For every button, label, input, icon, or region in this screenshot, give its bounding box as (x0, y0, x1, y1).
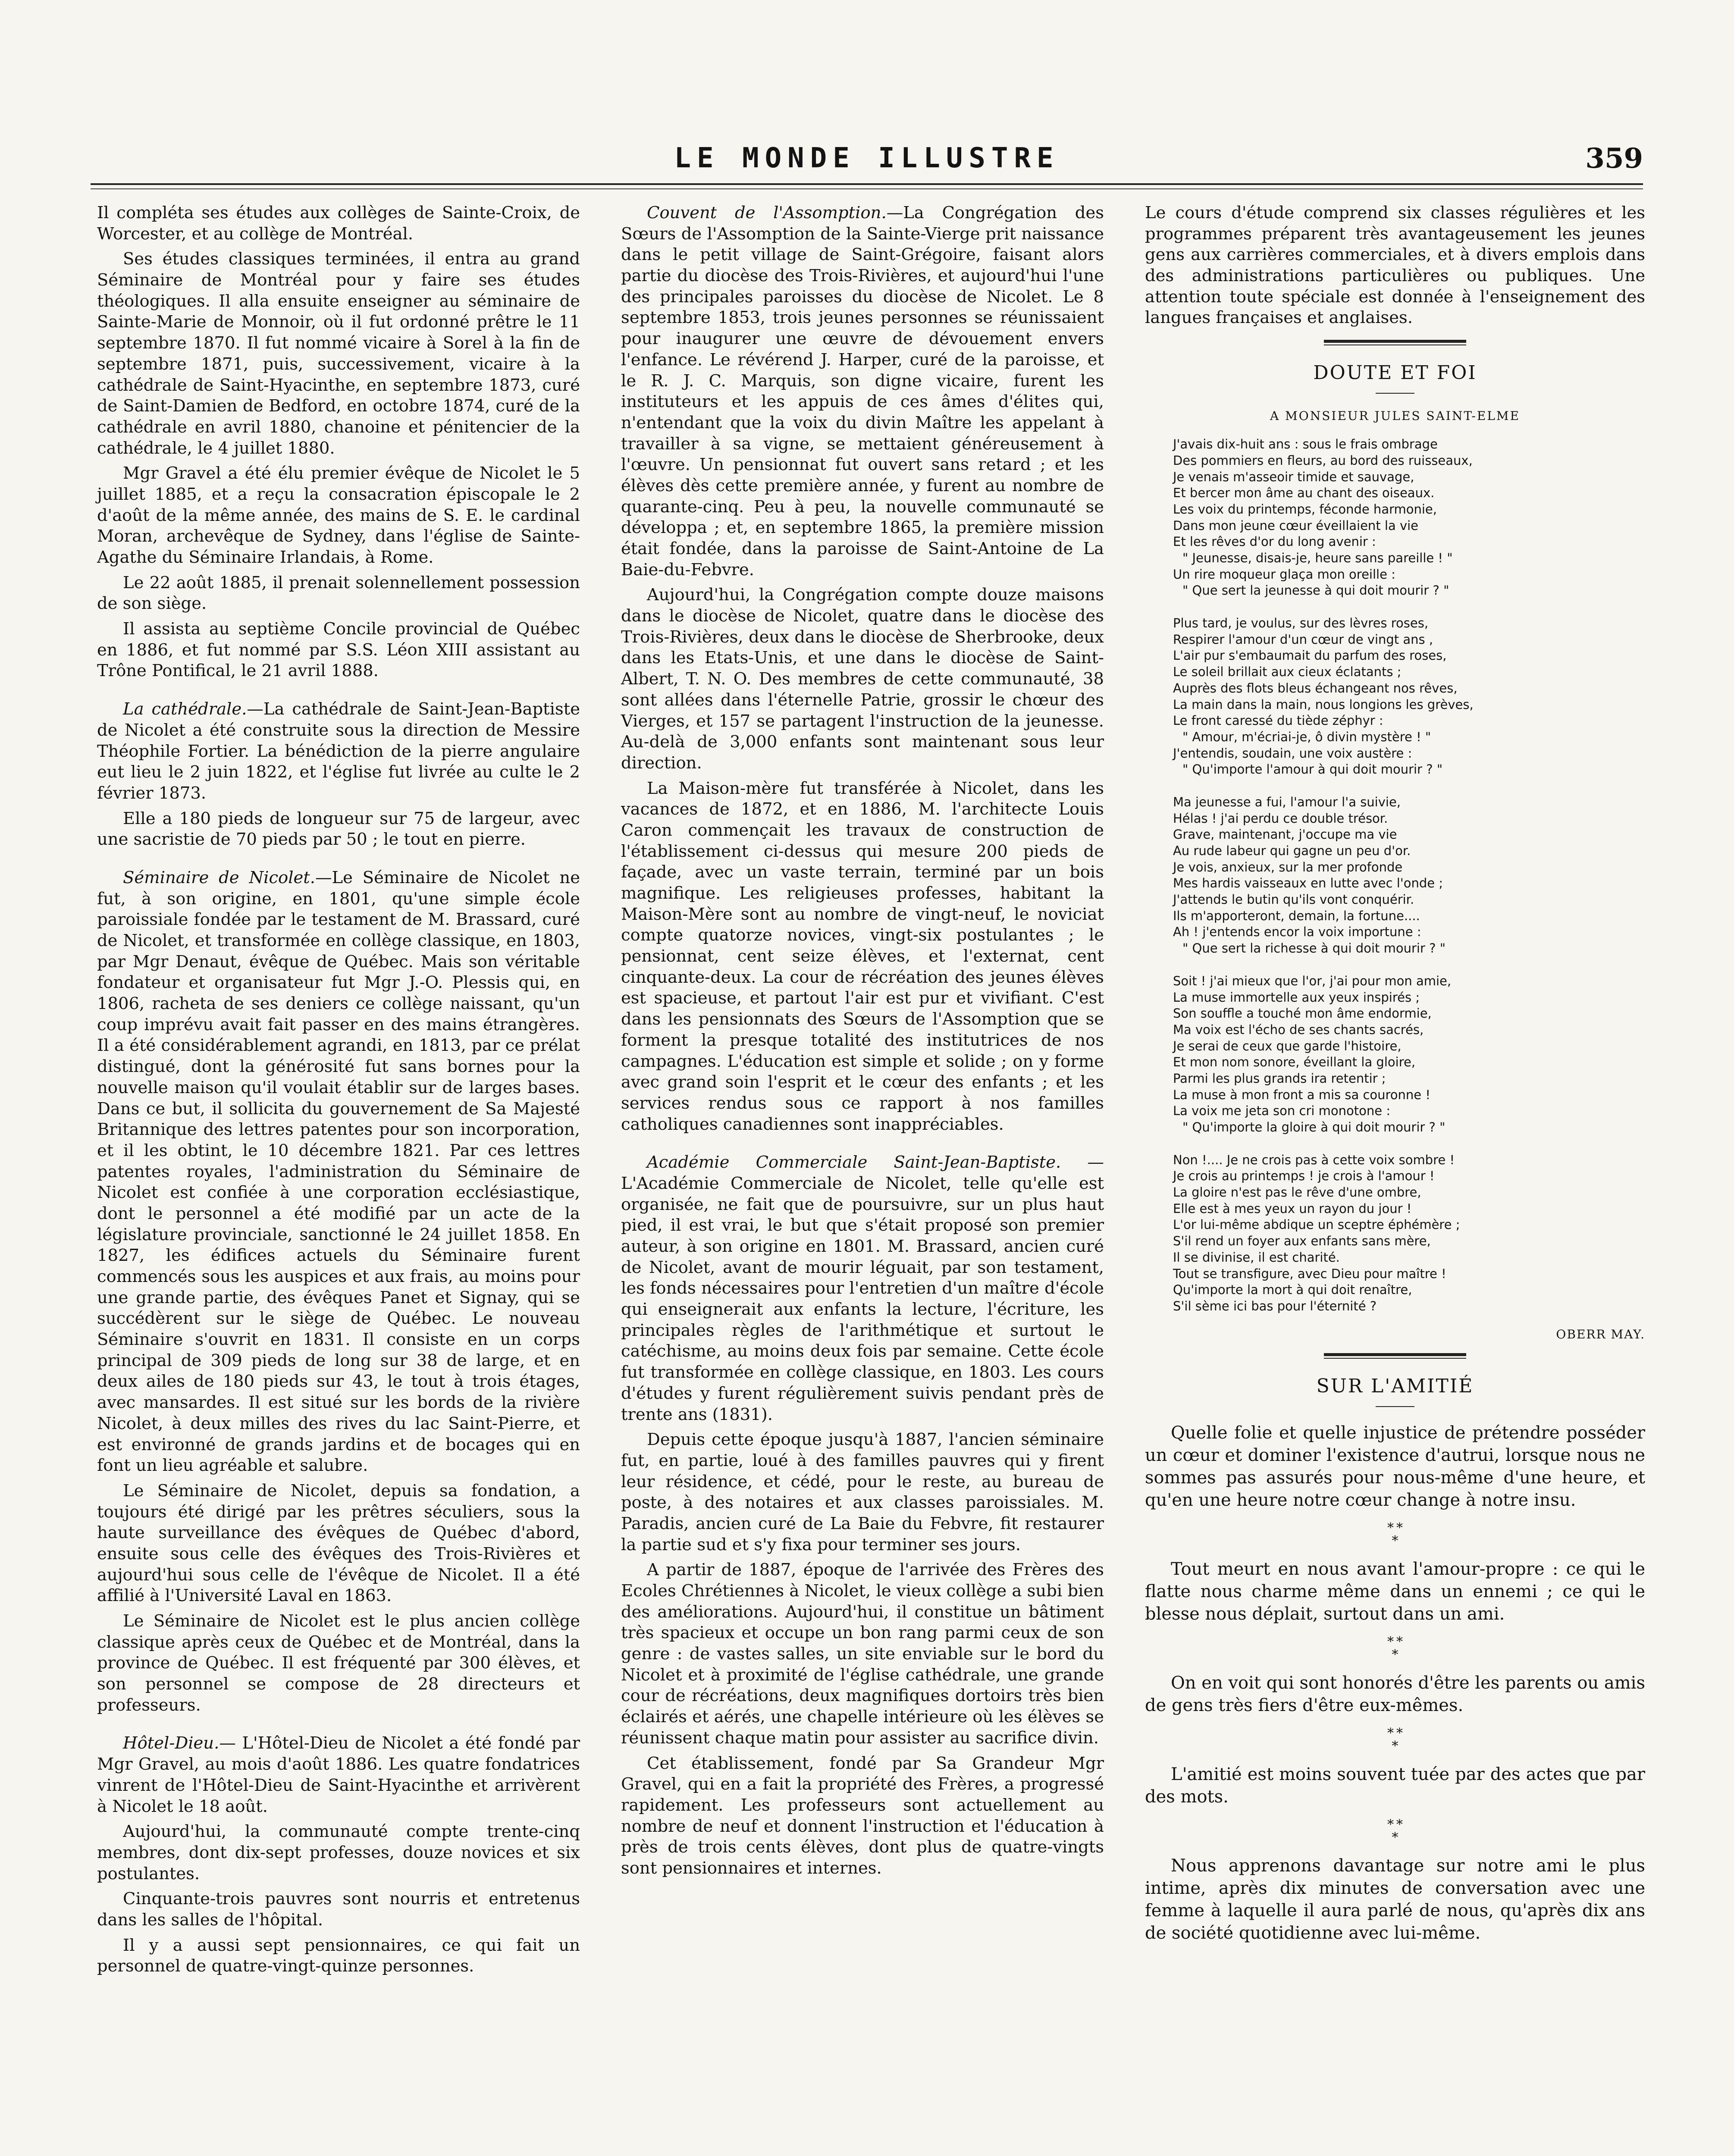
poem-line: Je vois, anxieux, sur la mer profonde (1173, 859, 1403, 874)
section-heading: La cathédrale. (123, 699, 247, 719)
poem-line: Elle est à mes yeux un rayon du jour ! (1173, 1201, 1412, 1216)
poem-line: Hélas ! j'ai perdu ce double trésor. (1173, 811, 1388, 826)
paragraph: Il y a aussi sept pensionnaires, ce qui fait un personnel de quatre-vingt-quinze personnes. (97, 1935, 580, 1976)
poem-line: " Qu'importe la gloire à qui doit mourir ? " (1182, 1120, 1446, 1134)
maxims (1145, 1422, 1645, 1944)
asterism: * * * (1387, 1520, 1403, 1548)
page-header (91, 142, 1643, 177)
title-rule (1376, 393, 1414, 394)
poem-line: Tout se transfigure, avec Dieu pour maître ! (1173, 1266, 1446, 1281)
header-rule (91, 183, 1643, 185)
stanza (1173, 615, 1645, 778)
section-text: — L'Hôtel-Dieu de Nicolet a été fondé par Mgr Gravel, au mois d'août 1886. Les quatre fondatrices vinrent de l'Hôtel-Dieu de Saint-Hyacinthe et arrivèrent à Nicolet le 18 août. (97, 1733, 580, 1816)
poem-line: J'entendis, soudain, une voix austère : (1173, 746, 1412, 761)
paragraph: Le 22 août 1885, il prenait solennellement possession de son siège. (97, 573, 580, 614)
poem-line: Auprès des flots bleus échangeant nos rêves, (1173, 680, 1458, 696)
poem-line: Ma voix est l'écho de ses chants sacrés, (1173, 1022, 1424, 1037)
poem-line: Les voix du printemps, féconde harmonie, (1173, 501, 1437, 517)
asterism: * * * (1387, 1634, 1403, 1662)
poem-line: Un rire moqueur glaça mon oreille : (1173, 567, 1395, 582)
maxim: Nous apprenons davantage sur notre ami le plus intime, après dix minutes de conversation avec une femme à laquelle il aura parlé de nous, qu'après dix ans de société quotidienne avec lui-même. (1145, 1855, 1645, 1943)
poem-line: S'il rend un foyer aux enfants sans mère, (1173, 1234, 1431, 1249)
paragraph: Cinquante-trois pauvres sont nourris et entretenus dans les salles de l'hôpital. (97, 1889, 580, 1930)
header-rule-thin (91, 188, 1643, 189)
poem-line: La muse à mon front a mis sa couronne ! (1173, 1087, 1430, 1102)
paragraph: Le cours d'étude comprend six classes régulières et les programmes préparent très avantageusement les jeunes gens aux carrières commerciales, et à divers emplois dans des administrations particulières ou publiques. Une attention toute spéciale est donnée à l'enseignement des langues françaises et anglaises. (1145, 203, 1645, 328)
poem-line: " Qu'importe l'amour à qui doit mourir ? " (1182, 762, 1443, 777)
poem-line: " Amour, m'écriai-je, ô divin mystère ! " (1182, 729, 1431, 744)
poem-line: Qu'importe la mort à qui doit renaître, (1173, 1282, 1412, 1297)
column-3 (1145, 203, 1645, 1949)
poem-line: J'attends le butin qu'ils vont conquérir. (1173, 892, 1414, 907)
asterism: * * * (1387, 1725, 1403, 1754)
poem-title: DOUTE ET FOI (1313, 362, 1477, 384)
poem-line: Mes hardis vaisseaux en lutte avec l'onde ; (1173, 876, 1443, 891)
stanza (1173, 1152, 1645, 1315)
poem-line: Non !.... Je ne crois pas à cette voix sombre ! (1173, 1152, 1455, 1167)
column-1 (97, 203, 580, 1981)
section-text: —La cathédrale de Saint-Jean-Baptiste de Nicolet a été construite sous la direction de Messire Théophile Fortier. La bénédiction de la pierre angulaire eut lieu le 2 juin 1822, et l'église fut livrée au culte le 2 février 1873. (97, 699, 580, 803)
maxim: Tout meurt en nous avant l'amour-propre : ce qui le flatte nous charme même dans un ennemi ; ce qui le blesse nous déplait, surtout dans un ami. (1145, 1559, 1645, 1624)
section-heading: Académie Commerciale Saint-Jean-Baptiste. (647, 1153, 1061, 1172)
poem-line: Respirer l'amour d'un cœur de vingt ans , (1173, 632, 1433, 647)
poem-line: L'or lui-même abdique un sceptre éphémère ; (1173, 1217, 1460, 1232)
poem-line: La main dans la main, nous longions les grèves, (1173, 697, 1474, 712)
poem-line: Ils m'apporteront, demain, la fortune.... (1173, 908, 1420, 923)
poem-line: Il se divinise, il est charité. (1173, 1250, 1340, 1265)
stanza (1173, 973, 1645, 1136)
paragraph: Aujourd'hui, la Congrégation compte douze maisons dans le diocèse de Nicolet, quatre dans le diocèse des Trois-Rivières, deux dans le diocèse de Sherbrooke, deux dans les Etats-Unis, et une dans le diocèse de Saint-Albert, T. N. O. Des membres de cette communauté, 38 sont allées dans l'éternelle Patrie, grossir le chœur des Vierges, et 157 se partagent l'instruction de la jeunesse. Au-delà de 3,000 enfants sont maintenant sous leur direction. (621, 585, 1104, 773)
poem-line: " Que sert la richesse à qui doit mourir ? " (1182, 941, 1446, 956)
page-number: 359 (1585, 142, 1643, 175)
maxim: Quelle folie et quelle injustice de prétendre posséder un cœur et dominer l'existence d'autrui, lorsque nous ne sommes pas assurés pour nous-même d'une heure, et qu'en une heure notre cœur change à notre insu. (1145, 1423, 1645, 1510)
poem-line: L'air pur s'embaumait du parfum des roses, (1173, 648, 1447, 663)
poem-line: Au rude labeur qui gagne un peu d'or. (1173, 843, 1411, 858)
section-text: — L'Académie Commerciale de Nicolet, telle qu'elle est organisée, ne fait que de poursuivre, sur un plus haut pied, il est vrai, le but que s'était proposé son premier auteur, à son origine en 1801. M. Brassard, ancien curé de Nicolet, avant de mourir léguait, par son testament, les fonds nécessaires pour l'entretien d'un maître d'école qui enseignerait aux enfants la lecture, l'écriture, les principales règles de l'arithmétique et surtout le catéchisme, au moins deux fois par semaine. Cette école fut transformée en collège classique, en 1803. Les cours d'études y furent régulièrement suivis pendant près de trente ans (1831). (621, 1153, 1104, 1424)
poem-line: La gloire n'est pas le rêve d'une ombre, (1173, 1185, 1421, 1200)
section-divider (1324, 1353, 1466, 1359)
poem-line: Le front caressé du tiède zéphyr : (1173, 713, 1383, 728)
maxim: On en voit qui sont honorés d'être les parents ou amis de gens très fiers d'être eux-mêmes. (1145, 1673, 1645, 1715)
poem-dedication: A MONSIEUR JULES SAINT-ELME (1270, 408, 1521, 423)
stanza (1173, 794, 1645, 957)
column-2 (621, 203, 1104, 1883)
poem-line: La voix me jeta son cri monotone : (1173, 1103, 1391, 1119)
title-rule (1376, 1406, 1414, 1407)
poem-line: Ah ! j'entends encor la voix importune : (1173, 924, 1421, 940)
poem-line: Je venais m'asseoir timide et sauvage, (1173, 469, 1414, 484)
paragraph: Aujourd'hui, la communauté compte trente-cinq membres, dont dix-sept professes, douze novices et six postulantes. (97, 1822, 580, 1883)
poem-line: Des pommiers en fleurs, au bord des ruisseaux, (1173, 453, 1473, 468)
poem-line: J'avais dix-huit ans : sous le frais ombrage (1173, 437, 1438, 452)
poem-line: Et mon nom sonore, éveillant la gloire, (1173, 1055, 1416, 1070)
poem-line: " Que sert la jeunesse à qui doit mourir ? " (1182, 583, 1449, 598)
poem-line: Je crois au printemps ! je crois à l'amour ! (1173, 1169, 1435, 1184)
journal-title: LE MONDE ILLUSTRE (674, 142, 1060, 174)
section-text: —Le Séminaire de Nicolet ne fut, à son origine, en 1801, qu'une simple école paroissiale fondée par le testament de M. Brassard, curé de Nicolet, et transformée en collège classique, en 1803, par Mgr Denaut, évêque de Québec. Mais son véritable fondateur et organisateur fut Mgr J.-O. Plessis qui, en 1806, racheta de ses deniers ce collège naissant, qu'un coup imprévu avait fait passer en des mains étrangères. Il a été considérablement agrandi, en 1813, par ce prélat distingué, dont la générosité fut sans bornes pour la nouvelle maison qu'il voulait établir sur de larges bases. Dans ce but, il sollicita du gouvernement de Sa Majesté Britannique des lettres patentes pour son incorporation, et il les obtint, le 10 décembre 1821. Par ces lettres patentes royales, l'administration du Séminaire de Nicolet est confiée à une corporation ecclésiastique, dont le personnel a été modifié par un acte de la législature provinciale, sanctionné le 24 juillet 1858. En 1827, les édifices actuels du Séminaire furent commencés sous les auspices et aux frais, au moins pour une grande partie, des évêques Panet et Signay, qui se succédèrent sur le siège de Québec. Le nouveau Séminaire s'ouvrit en 1831. Il consiste en un corps principal de 309 pieds de long sur 38 de large, et en deux ailes de 180 pieds sur 43, le tout à trois étages, avec mansardes. Il est situé sur les bords de la rivière Nicolet, à deux milles des rives du lac Saint-Pierre, et est environné de grands jardins et de bocages qui en font un lieu agréable et salubre. (97, 868, 580, 1476)
paragraph: Depuis cette époque jusqu'à 1887, l'ancien séminaire fut, en partie, loué à des familles pauvres qui y firent leur résidence, et cédé, pour le reste, au bureau de poste, à des notaires et aux classes paroissiales. M. Paradis, ancien curé de La Baie du Febvre, fit restaurer la partie sud et s'y fixa pour terminer ses jours. (621, 1430, 1104, 1554)
poem-line: Grave, maintenant, j'occupe ma vie (1173, 827, 1397, 842)
poem-line: Et les rêves d'or du long avenir : (1173, 534, 1376, 549)
paragraph: Cet établissement, fondé par Sa Grandeur Mgr Gravel, qui en a fait la propriété des Frères, a progressé rapidement. Les professeurs sont actuellement au nombre de neuf et donnent l'instruction et l'éducation à près de trois cents élèves, dont plus de quatre-vingts sont pensionnaires et internes. (621, 1753, 1104, 1878)
maxim: L'amitié est moins souvent tuée par des actes que par des mots. (1145, 1764, 1645, 1807)
section-cathedrale (97, 699, 580, 804)
poem-line: Le soleil brillait aux cieux éclatants ; (1173, 664, 1402, 680)
poem-line: Plus tard, je voulus, sur des lèvres roses, (1173, 616, 1429, 631)
poem (1173, 436, 1645, 1314)
poem-line: Et bercer mon âme au chant des oiseaux. (1173, 486, 1435, 501)
poem-line: La muse immortelle aux yeux inspirés ; (1173, 990, 1420, 1005)
poem-line: Dans mon jeune cœur éveillaient la vie (1173, 518, 1419, 533)
section-heading: Séminaire de Nicolet. (123, 868, 316, 887)
paragraph: Elle a 180 pieds de longueur sur 75 de largeur, avec une sacristie de 70 pieds par 50 ; le tout en pierre. (97, 808, 580, 849)
poem-line: Soit ! j'ai mieux que l'or, j'ai pour mon amie, (1173, 973, 1452, 988)
paragraph: Le Séminaire de Nicolet est le plus ancien collège classique après ceux de Québec et de Montréal, dans la province de Québec. Il est fréquenté par 300 élèves, et son personnel se compose de 28 directeurs et professeurs. (97, 1611, 580, 1715)
paragraph: Il assista au septième Concile provincial de Québec en 1886, et fut nommé par S.S. Léon XIII assistant au Trône Pontifical, le 21 avril 1888. (97, 619, 580, 681)
section-couvent (621, 203, 1104, 580)
poem-line: Ma jeunesse a fui, l'amour l'a suivie, (1173, 794, 1401, 809)
poem-line: " Jeunesse, disais-je, heure sans pareille ! " (1182, 551, 1453, 565)
poem-line: Son souffle a touché mon âme endormie, (1173, 1006, 1432, 1021)
section-hotel-dieu (97, 1733, 580, 1817)
maxims-title: SUR L'AMITIÉ (1316, 1375, 1474, 1397)
paragraph: Il compléta ses études aux collèges de Sainte-Croix, de Worcester, et au collège de Montréal. (97, 203, 580, 244)
poem-signature: OBERR MAY. (1556, 1327, 1645, 1341)
section-divider (1324, 340, 1466, 345)
section-academie (621, 1152, 1104, 1425)
paragraph: La Maison-mère fut transférée à Nicolet, dans les vacances de 1872, et en 1886, M. l'architecte Louis Caron commençait les travaux de construction de l'établissement ci-dessus qui mesure 200 pieds de façade, avec un vaste terrain, terminé par un bois magnifique. Les religieuses professes, habitant la Maison-Mère sont au nombre de vingt-neuf, le noviciat compte quatorze novices, vingt-six postulantes ; le pensionnat, cent seize élèves, et l'externat, cent cinquante-deux. La cour de récréation des jeunes élèves est spacieuse, et partout l'air est pur et vivifiant. C'est dans les pensionnats des Sœurs de l'Assomption que se forment la presque totalité des institutrices de nos campagnes. L'éducation est simple et solide ; on y forme avec grand soin l'esprit et le cœur des enfants ; et les services rendus sous ce rapport à nos familles catholiques canadiennes sont inappréciables. (621, 778, 1104, 1134)
section-heading: Hôtel-Dieu. (123, 1733, 219, 1753)
section-heading: Couvent de l'Assomption. (647, 203, 887, 222)
paragraph: Mgr Gravel a été élu premier évêque de Nicolet le 5 juillet 1885, et a reçu la consacration épiscopale le 2 d'août de la même année, des mains de S. E. le cardinal Moran, archevêque de Sydney, dans l'église de Sainte-Agathe du Séminaire Irlandais, à Rome. (97, 464, 580, 567)
stanza (1173, 436, 1645, 599)
section-text: —La Congrégation des Sœurs de l'Assomption de la Sainte-Vierge prit naissance dans le petit village de Saint-Grégoire, faisant alors partie du diocèse des Trois-Rivières, et aujourd'hui l'une des principales paroisses du diocèse de Nicolet. Le 8 septembre 1853, trois jeunes personnes se réunissaient pour inaugurer une œuvre de dévouement envers l'enfance. Le révérend J. Harper, curé de la paroisse, et le R. J. C. Marquis, son digne vicaire, furent les instituteurs et les appuis de ces âmes d'élites qui, n'entendant que la voix du divin Maître les appelant à travailler à sa vigne, se mettaient généreusement à l'œuvre. Un pensionnat fut ouvert sans retard ; et les élèves dès cette première année, y furent au nombre de quarante-cinq. Peu à peu, la nouvelle communauté se développa ; et, en septembre 1865, la première mission était fondée, dans la paroisse de Saint-Antoine de La Baie-du-Febvre. (621, 203, 1104, 580)
asterism: * * * (1387, 1817, 1403, 1845)
poem-line: S'il sème ici bas pour l'éternité ? (1173, 1298, 1377, 1313)
paragraph: Le Séminaire de Nicolet, depuis sa fondation, a toujours été dirigé par les prêtres séculiers, sous la haute surveillance des évêques de Québec d'abord, ensuite sous celle des évêques des Trois-Rivières et aujourd'hui sous celle de l'évêque de Nicolet. Il a été affilié à l'Université Laval en 1863. (97, 1481, 580, 1606)
paragraph: Ses études classiques terminées, il entra au grand Séminaire de Montréal pour y faire ses études théologiques. Il alla ensuite enseigner au séminaire de Sainte-Marie de Monnoir, où il fut ordonné prêtre le 11 septembre 1870. Il fut nommé vicaire à Sorel à la fin de septembre 1871, puis, successivement, vicaire à la cathédrale de Saint-Hyacinthe, en septembre 1873, curé de Saint-Damien de Bedford, en octobre 1874, curé de la cathédrale en avril 1880, chanoine et pénitencier de la cathédrale, le 4 juillet 1880. (97, 249, 580, 458)
poem-line: Je serai de ceux que garde l'histoire, (1173, 1038, 1402, 1053)
poem-line: Parmi les plus grands ira retentir ; (1173, 1071, 1386, 1086)
paragraph: A partir de 1887, époque de l'arrivée des Frères des Ecoles Chrétiennes à Nicolet, le vieux collège a subi bien des améliorations. Aujourd'hui, il constitue un bâtiment très spacieux et occupe un bon rang parmi ceux de son genre : de vastes salles, un site enviable sur le bord du Nicolet et à proximité de l'église cathédrale, une grande cour de récréations, deux magnifiques dortoirs très bien éclairés et aérés, une chapelle intérieure où les élèves se réunissent chaque matin pour assister au sacrifice divin. (621, 1560, 1104, 1748)
section-seminaire (97, 868, 580, 1476)
